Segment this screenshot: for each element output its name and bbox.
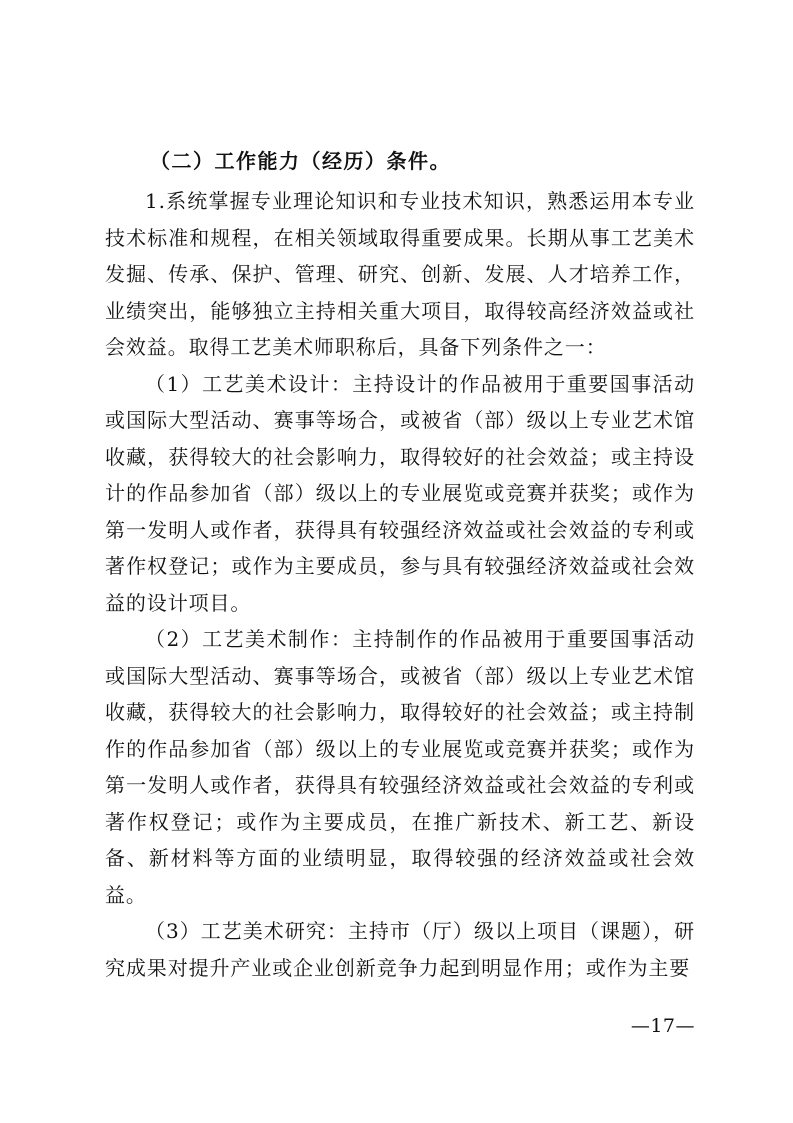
paragraph-design: （1）工艺美术设计：主持设计的作品被用于重要国事活动或国际大型活动、赛事等场合，或被省（部）级以上专业艺术馆收藏，获得较大的社会影响力，取得较好的社会效益；或主持设计的作品参加省（部）级以上的专业展览或竞赛并获奖；或作为第一发明人或作者，获得具有较强经济效益或社会效益的专利或著作权登记；或作为主要成员，参与具有较强经济效益或社会效益的设计项目。 — [105, 371, 695, 615]
body-text — [105, 183, 695, 986]
paragraph-production: （2）工艺美术制作：主持制作的作品被用于重要国事活动或国际大型活动、赛事等场合，或被省（部）级以上专业艺术馆收藏，获得较大的社会影响力，取得较好的社会效益；或主持制作的作品参加省（部）级以上的专业展览或竞赛并获奖；或作为第一发明人或作者，获得具有较强经济效益或社会效益的专利或著作权登记；或作为主要成员，在推广新技术、新工艺、新设备、新材料等方面的业绩明显，取得较强的经济效益或社会效益。 — [105, 627, 695, 907]
section-heading: （二）工作能力（经历）条件。 — [150, 149, 451, 173]
page-number: —17— — [630, 1015, 695, 1037]
paragraph-research: （3）工艺美术研究：主持市（厅）级以上项目（课题），研究成果对提升产业或企业创新竞争力起到明显作用；或作为主要 — [105, 919, 695, 980]
paragraph-item-1: 1.系统掌握专业理论知识和专业技术知识，熟悉运用本专业技术标准和规程，在相关领域取得重要成果。长期从事工艺美术发掘、传承、保护、管理、研究、创新、发展、人才培养工作，业绩突出，能够独立主持相关重大项目，取得较高经济效益或社会效益。取得工艺美术师职称后，具备下列条件之一： — [105, 189, 695, 359]
